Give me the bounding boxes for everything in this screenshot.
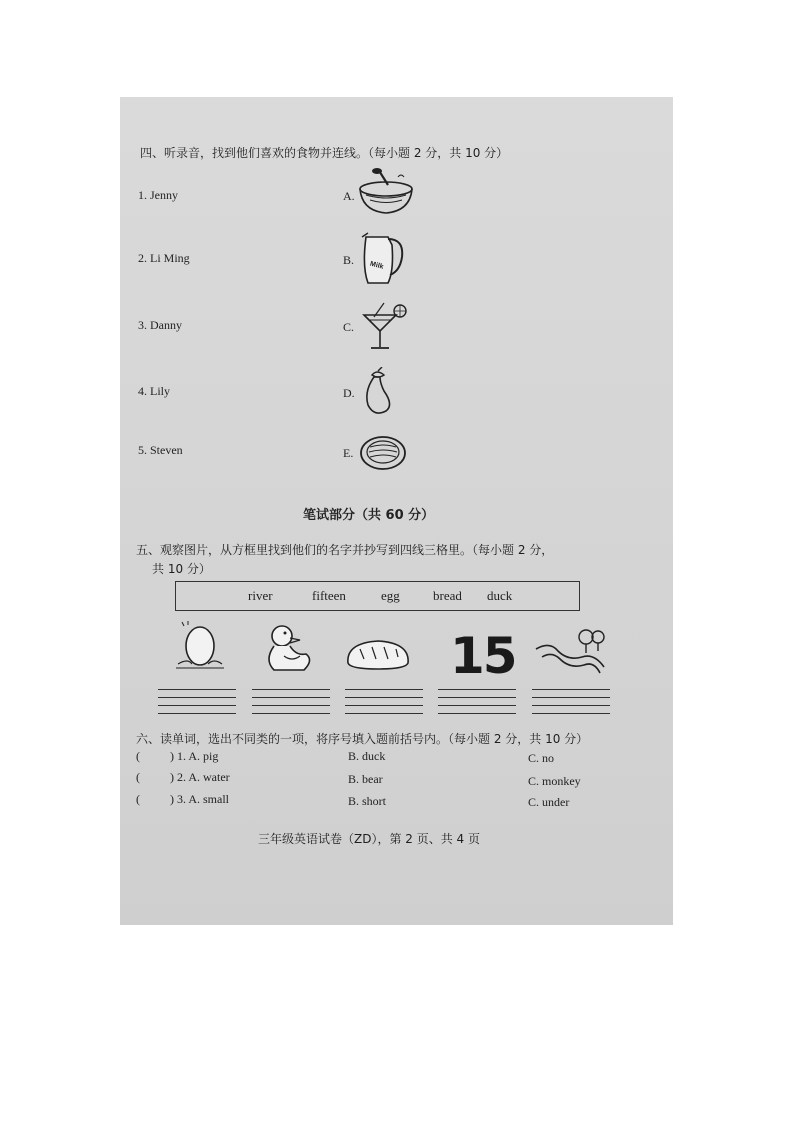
q2-option-c: C. monkey — [528, 774, 581, 788]
exam-page — [120, 97, 673, 925]
option-e-label: E. — [343, 446, 354, 460]
q1-paren[interactable]: ( — [136, 749, 140, 763]
writing-lines-1[interactable] — [158, 689, 236, 721]
word-bread: bread — [433, 588, 462, 603]
section-5-heading-line1: 五、观察图片，从方框里找到他们的名字并抄写到四线三格里。（每小题 2 分， — [136, 543, 554, 557]
written-part-title: 笔试部分（共 60 分） — [303, 508, 435, 523]
word-river: river — [248, 588, 273, 603]
option-b-label: B. — [343, 253, 355, 267]
name-steven: 5. Steven — [138, 443, 183, 457]
q2-option-b: B. bear — [348, 772, 383, 786]
q2-option-a: ) 2. A. water — [170, 770, 230, 784]
cocktail-glass-icon — [360, 301, 410, 353]
section-5-heading-line2: 共 10 分） — [152, 562, 211, 576]
q3-option-c: C. under — [528, 795, 570, 809]
word-duck: duck — [487, 588, 513, 603]
word-fifteen: fifteen — [312, 588, 346, 603]
writing-lines-4[interactable] — [438, 689, 516, 721]
eggplant-icon — [360, 367, 400, 419]
soup-bowl-icon — [358, 167, 418, 217]
option-a-label: A. — [343, 189, 355, 203]
egg-icon — [172, 620, 228, 674]
bread-icon — [344, 637, 412, 671]
milk-jug-label: Milk — [369, 260, 385, 271]
q3-option-a: ) 3. A. small — [170, 792, 229, 806]
page-footer: 三年级英语试卷（ZD），第 2 页、共 4 页 — [258, 832, 480, 846]
duck-icon — [260, 620, 318, 676]
noodle-bowl-icon — [358, 433, 410, 473]
name-lily: 4. Lily — [138, 384, 170, 398]
writing-lines-3[interactable] — [345, 689, 423, 721]
word-egg: egg — [381, 588, 400, 603]
option-c-label: C. — [343, 320, 355, 334]
writing-lines-5[interactable] — [532, 689, 610, 721]
milk-jug-icon — [358, 231, 406, 287]
q3-paren[interactable]: ( — [136, 792, 140, 806]
q1-option-a: ) 1. A. pig — [170, 749, 219, 763]
q1-option-c: C. no — [528, 751, 555, 765]
section-4-heading: 四、听录音，找到他们喜欢的食物并连线。（每小题 2 分，共 10 分） — [140, 146, 509, 160]
word-box — [175, 581, 580, 611]
number-fifteen-picture: 15 — [450, 627, 516, 685]
name-danny: 3. Danny — [138, 318, 182, 332]
q2-paren[interactable]: ( — [136, 770, 140, 784]
river-icon — [532, 627, 612, 675]
section-6-heading: 六、读单词，选出不同类的一项，将序号填入题前括号内。（每小题 2 分，共 10 分） — [136, 732, 589, 746]
q1-option-b: B. duck — [348, 749, 386, 763]
name-jenny: 1. Jenny — [138, 188, 178, 202]
option-d-label: D. — [343, 386, 355, 400]
q3-option-b: B. short — [348, 794, 387, 808]
writing-lines-2[interactable] — [252, 689, 330, 721]
name-li-ming: 2. Li Ming — [138, 251, 190, 265]
